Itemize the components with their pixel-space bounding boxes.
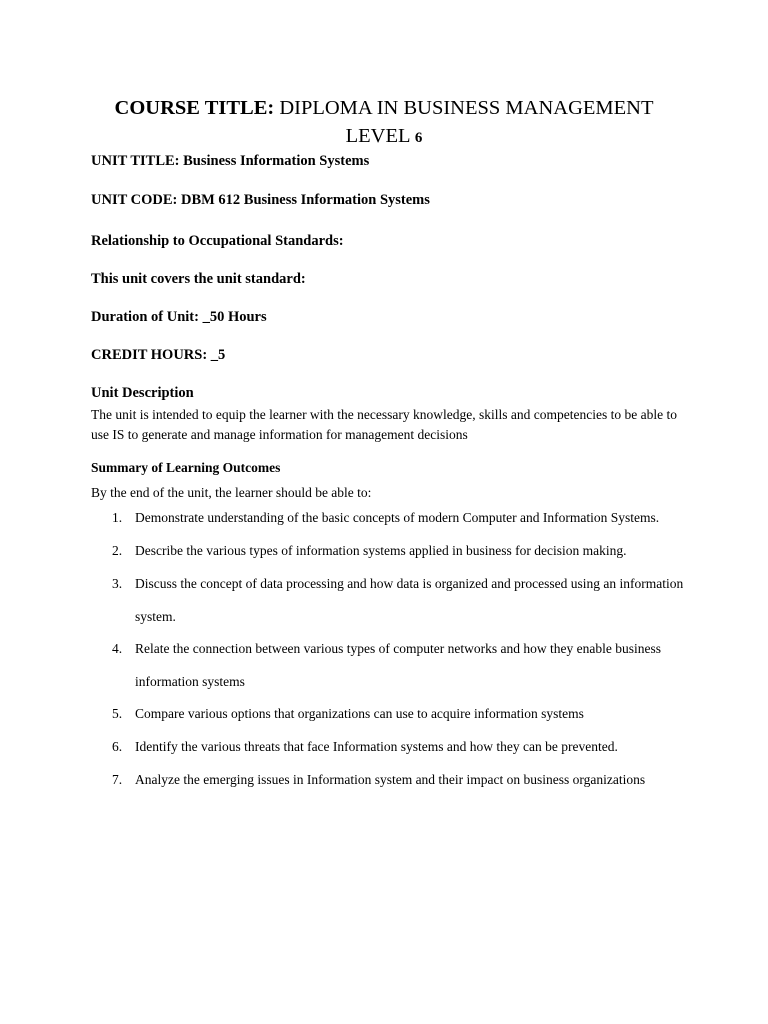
course-title <box>0 96 768 120</box>
unit-standard: This unit covers the unit standard: <box>91 271 306 287</box>
list-item-number: 5. <box>112 706 123 721</box>
list-item-text: Describe the various types of information systems applied in business for decision making. <box>135 543 627 558</box>
course-level <box>0 124 768 150</box>
list-item-number: 7. <box>112 772 123 787</box>
unit-code: UNIT CODE: DBM 612 Business Information Systems <box>91 192 430 208</box>
level-value: 6 <box>414 130 423 146</box>
course-title-value: DIPLOMA IN BUSINESS MANAGEMENT <box>279 97 654 119</box>
list-item <box>91 698 691 731</box>
learning-outcomes-intro: By the end of the unit, the learner should be able to: <box>91 485 372 500</box>
list-item-number: 2. <box>112 543 123 558</box>
list-item-text: Analyze the emerging issues in Information system and their impact on business organizations <box>135 772 646 787</box>
unit-description-text: The unit is intended to equip the learner with the necessary knowledge, skills and competencies to be able to use IS to generate and manage information for management decisions <box>91 407 677 442</box>
relationship-heading: Relationship to Occupational Standards: <box>91 233 344 249</box>
list-item-text: Discuss the concept of data processing and how data is organized and processed using an information system. <box>135 576 684 624</box>
list-item-number: 6. <box>112 739 123 754</box>
level-label: LEVEL <box>345 125 410 147</box>
learning-outcomes-heading: Summary of Learning Outcomes <box>91 460 281 475</box>
duration-of-unit: Duration of Unit: _50 Hours <box>91 309 267 325</box>
unit-description-heading: Unit Description <box>91 385 194 401</box>
list-item <box>91 731 691 764</box>
list-item <box>91 502 691 535</box>
list-item-text: Demonstrate understanding of the basic concepts of modern Computer and Information Systems. <box>135 510 660 525</box>
list-item-number: 4. <box>112 641 123 656</box>
list-item <box>91 535 691 568</box>
list-item-text: Identify the various threats that face Information systems and how they can be prevented. <box>135 739 618 754</box>
unit-title: UNIT TITLE: Business Information Systems <box>91 153 370 169</box>
list-item-number: 3. <box>112 576 123 591</box>
list-item <box>91 568 691 633</box>
list-item <box>91 633 691 698</box>
credit-hours: CREDIT HOURS: _5 <box>91 347 226 363</box>
list-item <box>91 764 691 797</box>
list-item-text: Compare various options that organizations can use to acquire information systems <box>135 706 584 721</box>
list-item-text: Relate the connection between various types of computer networks and how they enable business information systems <box>135 641 661 689</box>
list-item-number: 1. <box>112 510 123 525</box>
course-title-label: COURSE TITLE: <box>114 97 275 119</box>
